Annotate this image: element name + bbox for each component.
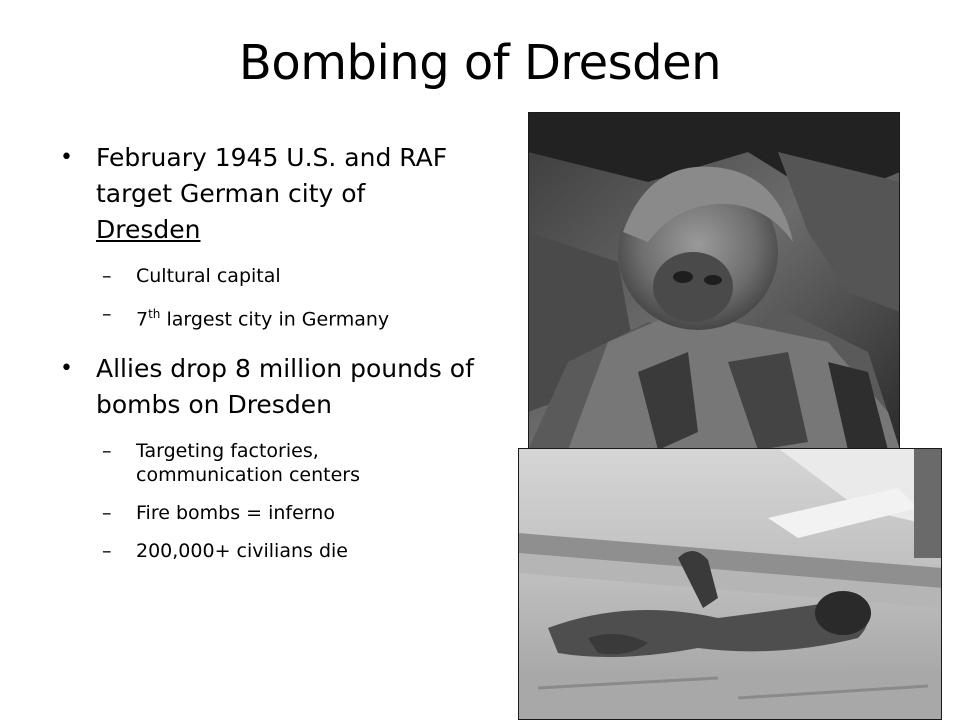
sub-bullet-text: Fire bombs = inferno [136, 502, 335, 525]
bullet-list [60, 140, 480, 577]
dash-icon: – [102, 502, 112, 525]
sub-bullet-item [102, 302, 480, 331]
bullet-item [60, 351, 480, 423]
sub-bullet-text: 7th largest city in Germany [136, 307, 390, 331]
sub-bullet-text: Cultural capital [136, 265, 281, 287]
bullet-icon: • [60, 145, 73, 170]
dash-icon: – [102, 540, 112, 563]
photo-street-scene [518, 448, 942, 720]
sub-bullet-item [102, 501, 480, 525]
sub-bullet-text: 200,000+ civilians die [136, 540, 348, 563]
sub-bullet-item [102, 539, 480, 563]
bullet-text: February 1945 U.S. and RAF target German city of Dresden [96, 143, 448, 244]
sub-bullet-text: Targeting factories, communication centers [136, 440, 361, 487]
bullet-text: Allies drop 8 million pounds of bombs on Dresden [96, 354, 474, 420]
dash-icon: – [102, 303, 112, 325]
dash-icon: – [102, 265, 112, 287]
slide-title: Bombing of Dresden [238, 35, 722, 91]
dash-icon: – [102, 440, 112, 463]
sub-bullet-item [102, 439, 480, 487]
photo-victim-closeup [528, 112, 900, 450]
superscript: th [148, 307, 161, 321]
bullet-icon: • [60, 356, 73, 382]
sub-bullet-item [102, 264, 480, 288]
underlined-text: Dresden [96, 215, 201, 244]
bullet-item [60, 140, 480, 248]
